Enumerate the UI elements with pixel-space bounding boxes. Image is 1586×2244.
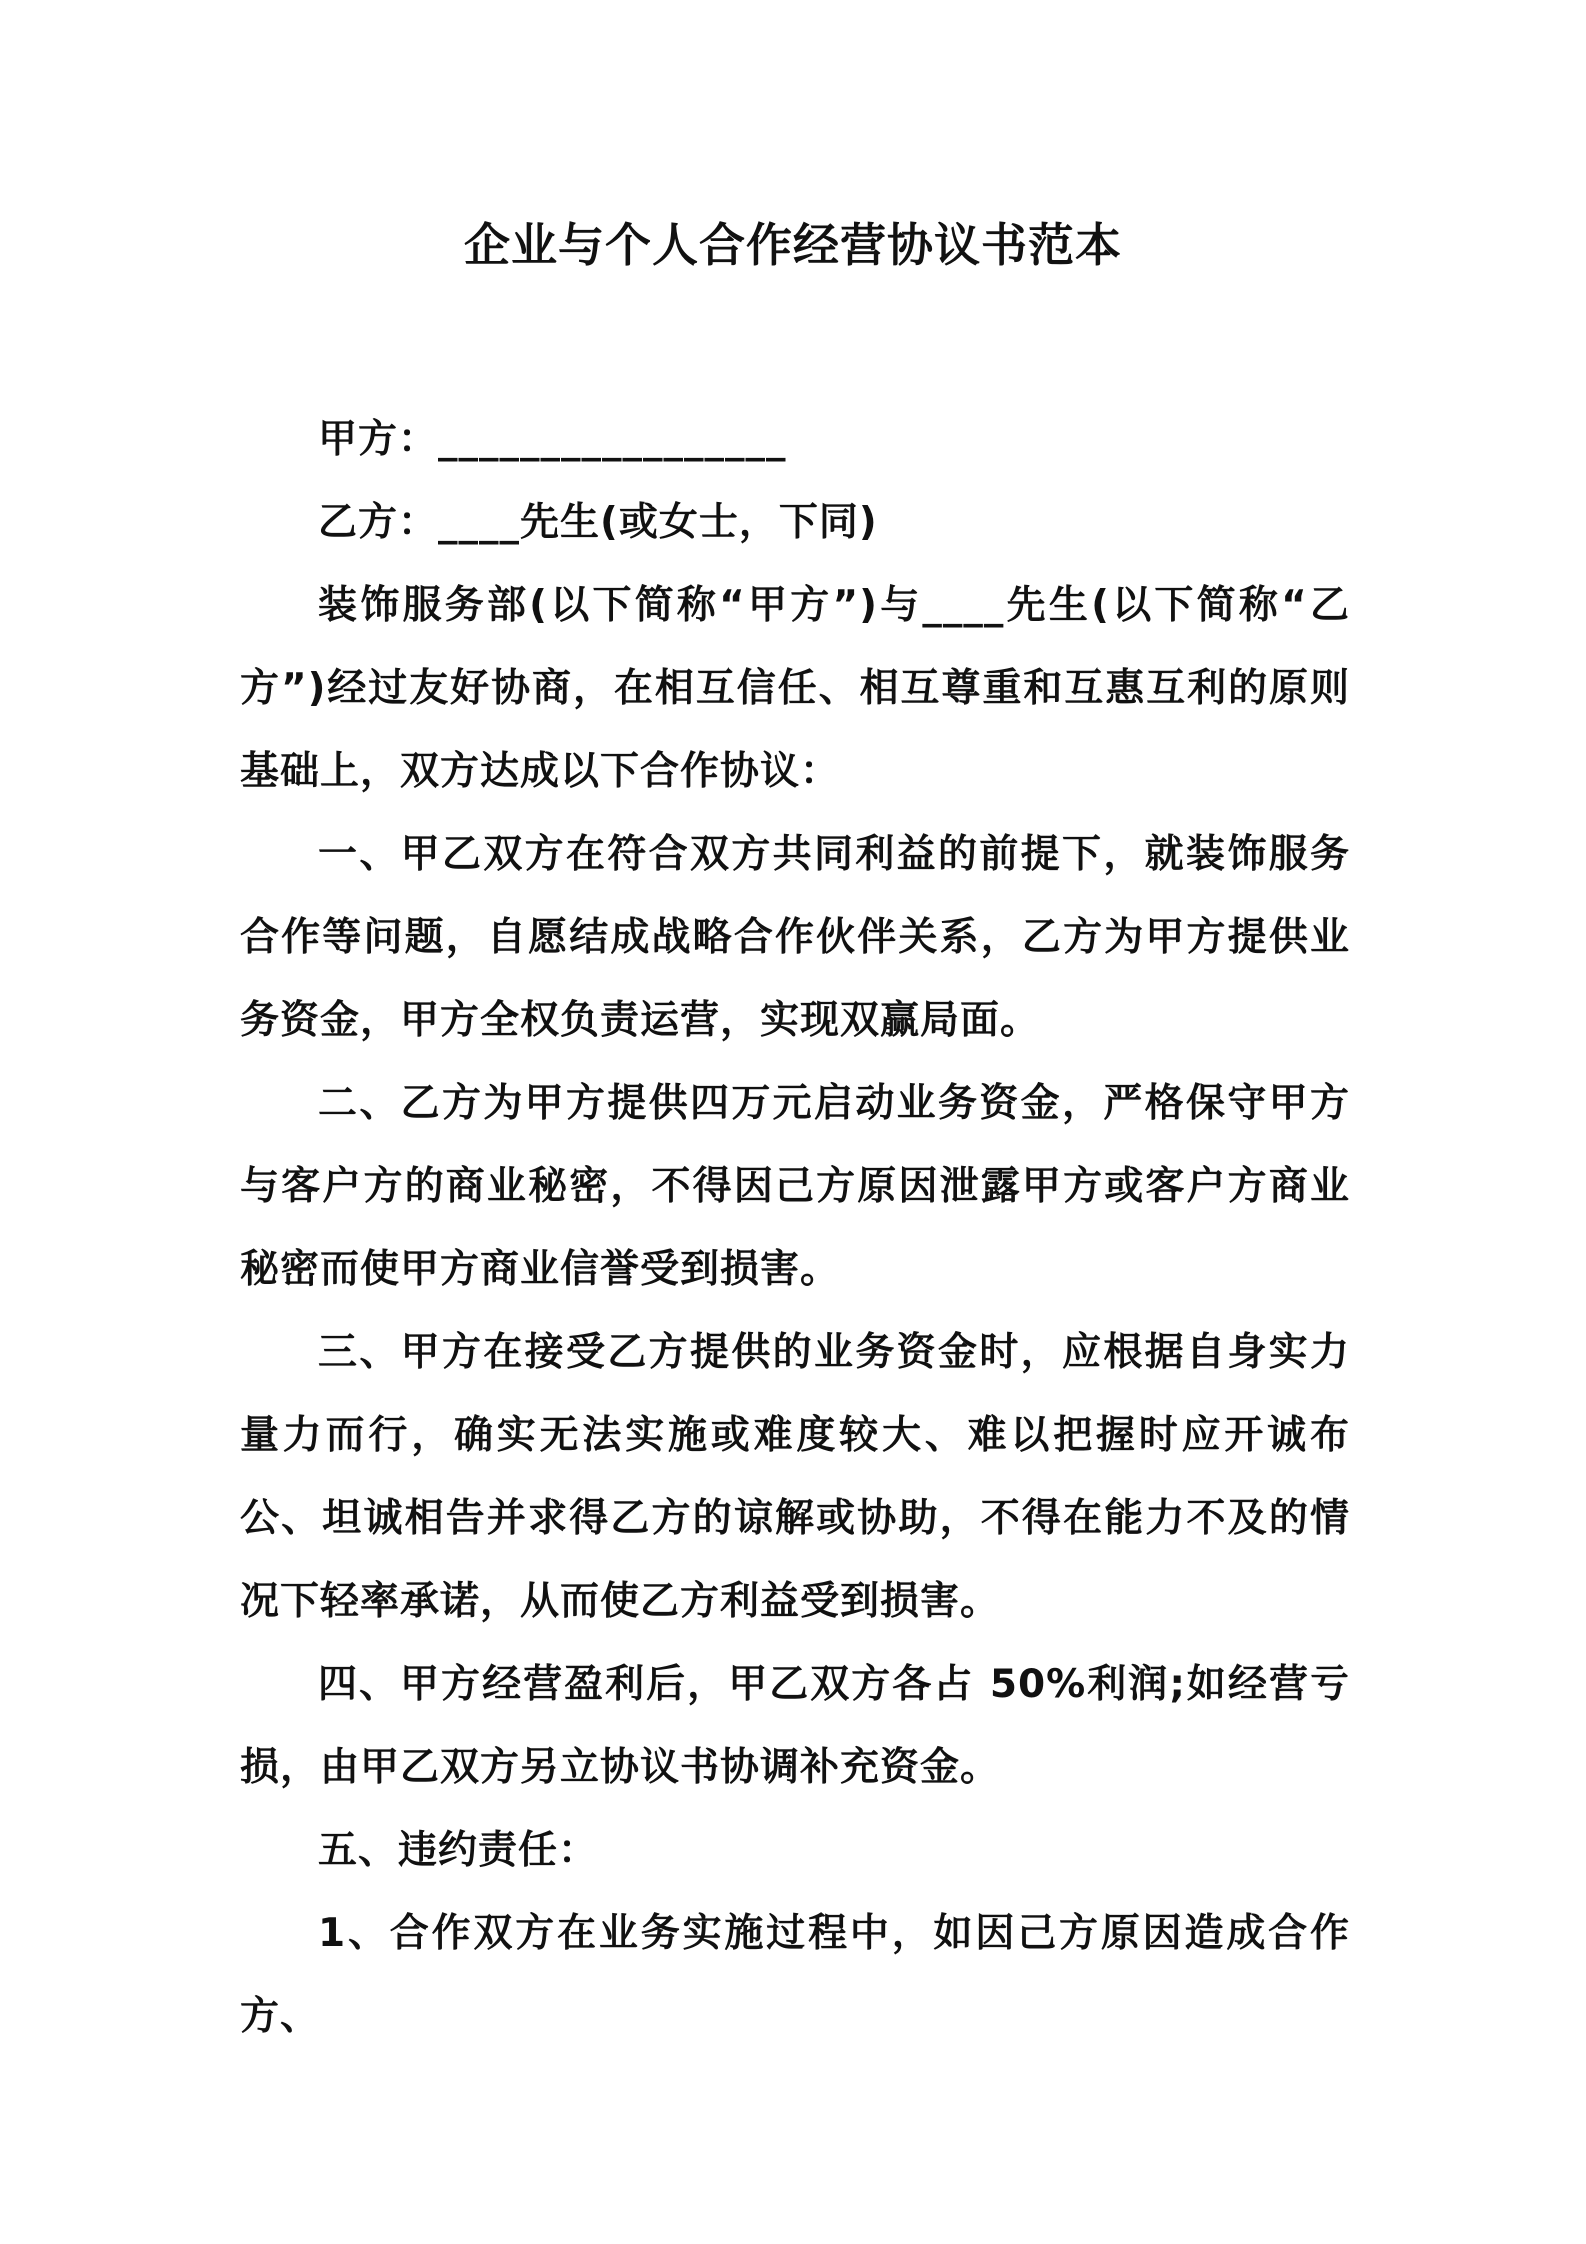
clause-2-paragraph: 二、乙方为甲方提供四万元启动业务资金，严格保守甲方与客户方的商业秘密，不得因己方原因泄露甲方或客户方商业秘密而使甲方商业信誉受到损害。	[240, 1081, 1350, 1292]
intro-paragraph: 装饰服务部(以下简称“甲方”)与____先生(以下简称“乙方”)经过友好协商，在相互信任、相互尊重和互惠互利的原则基础上，双方达成以下合作协议：	[240, 583, 1350, 794]
clause-5-heading: 五、违约责任：	[318, 1828, 599, 1873]
clause-4-paragraph: 四、甲方经营盈利后，甲乙双方各占 50%利润;如经营亏损，由甲乙双方另立协议书协调补充资金。	[240, 1662, 1350, 1790]
party-a-line: 甲方：_________________	[318, 417, 787, 462]
document-title: 企业与个人合作经营协议书范本	[464, 218, 1122, 272]
party-b-line: 乙方：____先生(或女士，下同)	[318, 500, 878, 545]
clause-5-item-1: 1、合作双方在业务实施过程中，如因己方原因造成合作方、	[240, 1911, 1350, 2039]
clause-3-paragraph: 三、甲方在接受乙方提供的业务资金时，应根据自身实力量力而行，确实无法实施或难度较大、难以把握时应开诚布公、坦诚相告并求得乙方的谅解或协助，不得在能力不及的情况下轻率承诺，从而使乙方利益受到损害。	[240, 1330, 1350, 1624]
document-body	[240, 398, 1350, 2058]
clause-1-paragraph: 一、甲乙双方在符合双方共同利益的前提下，就装饰服务合作等问题，自愿结成战略合作伙伴关系，乙方为甲方提供业务资金，甲方全权负责运营，实现双赢局面。	[240, 832, 1350, 1043]
